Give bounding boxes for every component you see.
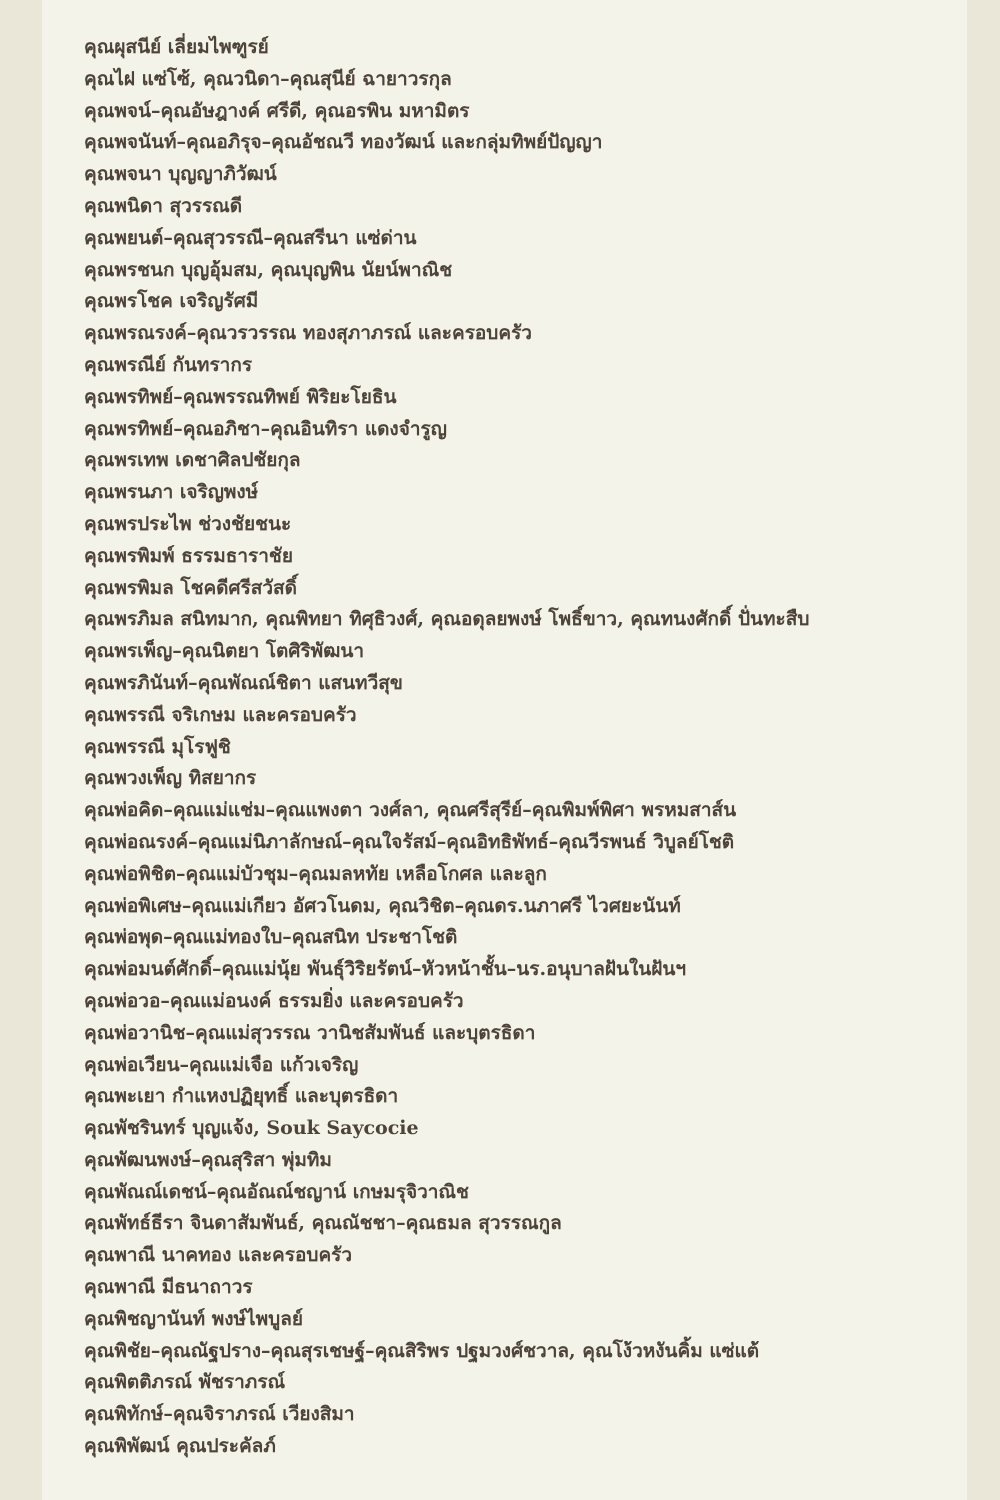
name-entry: คุณพัทธ์ธีรา จินดาสัมพันธ์, คุณณัชชา–คุณธมล สุวรรณกูล: [84, 1212, 562, 1235]
name-entry: คุณพ่อณรงค์–คุณแม่นิภาลักษณ์–คุณใจรัสม์–คุณอิทธิพัทธ์–คุณวีรพนธ์ วิบูลย์โชติ: [84, 830, 735, 853]
name-entry: คุณพัณณ์เดชน์–คุณอัณณ์ชญาน์ เกษมรุจิวาณิช: [84, 1180, 469, 1203]
name-entry: คุณพ่อพุด–คุณแม่ทองใบ–คุณสนิท ประชาโชติ: [84, 926, 458, 949]
name-entry: คุณพ่อพิชิต–คุณแม่บัวชุม–คุณมลหทัย เหลือโกศล และลูก: [84, 862, 547, 885]
name-entry: คุณพิพัฒน์ คุณประคัลภ์: [84, 1435, 276, 1458]
name-entry: คุณพรโชค เจริญรัศมี: [84, 290, 259, 313]
name-entry: คุณพ่อเวียน–คุณแม่เจือ แก้วเจริญ: [84, 1053, 359, 1076]
name-entry: คุณพรประไพ ช่วงชัยชนะ: [84, 512, 292, 535]
name-entry: คุณพจนันท์–คุณอภิรุจ–คุณอัชณวี ทองวัฒน์ และกลุ่มทิพย์ปัญญา: [84, 131, 603, 154]
name-entry: คุณพรภินันท์–คุณพัณณ์ชิตา แสนทวีสุข: [84, 671, 403, 694]
name-entry: คุณพรรณี มุโรฟูชิ: [84, 735, 231, 758]
name-entry: คุณพนิดา สุวรรณดี: [84, 194, 243, 217]
name-entry: คุณพรรณี จริเกษม และครอบครัว: [84, 703, 357, 726]
name-entry: คุณพรพิมพ์ ธรรมธาราชัย: [84, 544, 293, 567]
name-entry: คุณพ่อมนต์ศักดิ์–คุณแม่นุ้ย พันธุ์วิริยรัตน์–หัวหน้าชั้น–นร.อนุบาลฝันในฝันฯ: [84, 958, 687, 981]
name-entry: คุณพรนภา เจริญพงษ์: [84, 481, 259, 504]
name-entry: คุณพจน์–คุณอัษฎางค์ ศรีดี, คุณอรพิน มหามิตร: [84, 99, 470, 122]
name-entry: คุณพรพิมล โชคดีศรีสวัสดิ์: [84, 576, 297, 599]
document-page: [42, 0, 967, 1500]
name-entry: คุณพรเทพ เดชาศิลปชัยกุล: [84, 449, 301, 472]
name-entry: คุณพรชนก บุญอุ้มสม, คุณบุญพิน นัยน์พาณิช: [84, 258, 453, 281]
name-entry: คุณพ่อคิด–คุณแม่แช่ม–คุณแพงตา วงศ์ลา, คุณศรีสุรีย์–คุณพิมพ์พิศา พรหมสาส์น: [84, 799, 737, 822]
name-entry: คุณพวงเพ็ญ ทิสยากร: [84, 767, 257, 790]
name-entry: คุณพรณีย์ กันทรากร: [84, 353, 253, 376]
donor-name-list: [84, 32, 954, 1463]
name-entry: คุณพิตติภรณ์ พัชราภรณ์: [84, 1371, 286, 1394]
name-entry: คุณพัชรินทร์ บุญแจ้ง, Souk Saycocie: [84, 1117, 419, 1140]
name-entry: คุณพ่อวอ–คุณแม่อนงค์ ธรรมยิ่ง และครอบครัว: [84, 989, 464, 1012]
name-entry: คุณผุสนีย์ เลี่ยมไพฑูรย์: [84, 36, 269, 58]
name-entry: คุณพะเยา กำแหงปฏิยุทธิ์ และบุตรธิดา: [84, 1085, 399, 1108]
name-entry: คุณพรภิมล สนิทมาก, คุณพิทยา ทิศุธิวงศ์, คุณอดุลยพงษ์ โพธิ์ขาว, คุณทนงศักดิ์ ปั่นทะสืบ: [84, 608, 810, 631]
name-entry: คุณพาณี มีธนาถาวร: [84, 1276, 253, 1299]
name-entry: คุณพจนา บุญญาภิวัฒน์: [84, 163, 277, 186]
name-entry: คุณพิชญานันท์ พงษ์ไพบูลย์: [84, 1307, 303, 1330]
name-entry: คุณพรณรงค์–คุณวรวรรณ ทองสุภาภรณ์ และครอบครัว: [84, 322, 532, 345]
name-entry: คุณพรทิพย์–คุณพรรณทิพย์ พิริยะโยธิน: [84, 385, 397, 408]
name-entry: คุณพิชัย–คุณณัฐปราง–คุณสุรเชษฐ์–คุณสิริพร ปฐมวงศ์ชวาล, คุณโง้วหงันคิ้ม แซ่แต้: [84, 1339, 760, 1362]
name-entry: คุณพาณี นาคทอง และครอบครัว: [84, 1244, 353, 1267]
name-entry: คุณพยนต์–คุณสุวรรณี–คุณสรีนา แซ่ด่าน: [84, 226, 417, 249]
name-entry: คุณพ่อวานิช–คุณแม่สุวรรณ วานิชสัมพันธ์ และบุตรธิดา: [84, 1021, 536, 1044]
name-entry: คุณพิทักษ์–คุณจิราภรณ์ เวียงสิมา: [84, 1403, 355, 1426]
name-entry: คุณไฝ แซ่โซ้, คุณวนิดา–คุณสุนีย์ ฉายาวรกุล: [84, 67, 452, 90]
name-entry: คุณพรเพ็ญ–คุณนิตยา โตศิริพัฒนา: [84, 640, 365, 663]
name-entry: คุณพัฒนพงษ์–คุณสุริสา พุ่มทิม: [84, 1148, 332, 1171]
name-entry: คุณพ่อพิเศษ–คุณแม่เกียว อัศวโนดม, คุณวิชิต–คุณดร.นภาศรี ไวศยะนันท์: [84, 894, 681, 917]
name-entry: คุณพรทิพย์–คุณอภิชา–คุณอินทิรา แดงจำรูญ: [84, 417, 447, 440]
